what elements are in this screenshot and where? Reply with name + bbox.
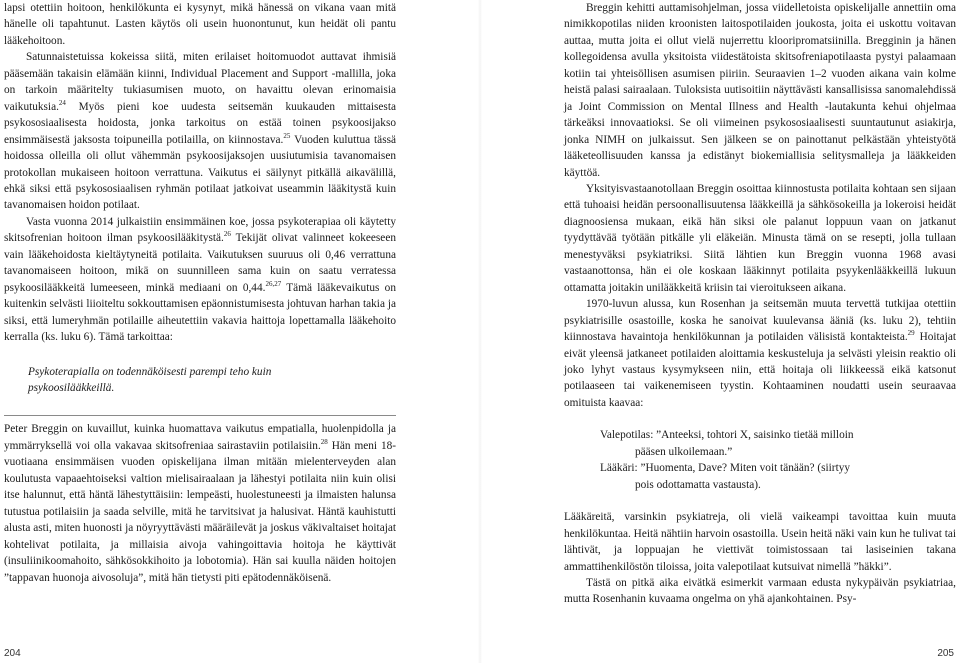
- paragraph-private-practice: Yksityisvastaanotollaan Breggin osoittaa kiinnostusta potilaita kohtaan sen sijaan että tuhoaisi heidän persoonallisuutensa lääkkeillä ja sähkösokeilla ja lokeroisi heidät diagnoosiensa mukaan, eikä hän siksi ole palanut loppuun vaan on jatkanut tyydyttävää työtään pitkälle yli eläkeiän. Minusta tämä on se resepti, jolla tullaan menestyväksi psykiatriksi. Siitä lähtien kun Breggin vuonna 1968 avasi vastaanottonsa, hän ei ole koskaan lääkinnyt potilaita psyykenlääkkeillä lukuun ottamatta joitakin unilääkkeitä kriisin tai vieroitukseen aikana.: [564, 182, 956, 294]
- footnote-ref-26[interactable]: 26: [223, 230, 231, 239]
- dialogue-line-2: pääsen ulkoilemaan.”: [635, 445, 733, 458]
- section-divider: [4, 415, 396, 416]
- page-number-left: 204: [4, 648, 21, 659]
- paragraph-continued: lapsi otettiin hoitoon, henkilökunta ei kysynyt, mikä hänessä on vikana vaan mitä hänelle oli tapahtunut. Lasten käytös oli usein huonontunut, kun heidät oli pantu lääkehoitoon.: [4, 2, 396, 47]
- paragraph-breggin: Peter Breggin on kuvaillut, kuinka huomattava vaikutus empatialla, huolenpidolla ja ymmärryksellä voi olla vakavaa skitsofreniaa sairastaviin potilaisiin.$^{28}$ Hän meni 18-vuotiaana ensimmäisen vuoden opiskelijana ilman mitään mielenterveyden alan koulutusta vapaaehtoiseksi valtion mielisairaalaan ja lähestyi potilaita niin kuin olisi itse halunnut, että häntä lähestyttäisiin: lempeästi, huolestuneesti ja ilmaisten halunsa tutustua potilaisiin ja saada selville, mitä he tarvitsivat ja halusivat. Häntä kauhistutti alusta asti, miten huonosti ja nöyryyttävästi määräilevät ja joskus väkivaltaiset hoitajat kohtelivat potilaita, ja millaisia aivoja vahingoittavia hoitoja he käyttivät (insuliinikoomahoito, sähkösokkihoito ja lobotomia). Hän sai kuulla näiden hoitojen ”tappavan huonoja aivosoluja”, mitä hän tietysti piti epätodennäköisenä.: [4, 423, 396, 584]
- dialogue-excerpt: [600, 427, 956, 493]
- footnote-ref-25[interactable]: 25: [283, 131, 291, 140]
- page-number-right: 205: [937, 648, 954, 659]
- highlighted-conclusion: [28, 364, 396, 397]
- dialogue-line-3: Lääkäri: ”Huomenta, Dave? Miten voit tänään? (siirtyy: [600, 462, 851, 475]
- footnote-ref-24[interactable]: 24: [58, 98, 66, 107]
- paragraph-breggin-program: Breggin kehitti auttamisohjelman, jossa viidelletoista opiskelijalle annettiin oma nimikkopotilas niiden kroonisten laitospotilaiden joukosta, joita ei uskottu voitavan auttaa, mutta joita ei ollut vielä nujerrettu klooripromatsiinilla. Bregginin ja hänen kollegoidensa avulla yksitoista viidestätoista skitsofreniapotilaasta pystyi palaamaan kotiin tai yhteisöllisen asumisen piiriin. Seuraavien 1–2 vuoden aikana vain kolme heistä palasi sairaalaan. Tuloksista uutisoitiin näyttävästi kansallisissa sanomalehdissä ja Joint Commission on Mental Illness and Health -lautakunta kehui ohjelmaa tärkeäksi innovaatioksi. Se oli viimeinen psykososiaalisesti suuntautunut asiakirja, jonka NIMH on julkaissut. Sen jälkeen se on painottanut pelkästään yhteistyötä lääketeollisuuden kanssa ja edistänyt biokemiallisia selitysmalleja ja lääkkeiden käyttöä.: [564, 2, 956, 179]
- footnote-ref-28[interactable]: 28: [320, 438, 328, 447]
- paragraph-psychotherapy-trial: Vasta vuonna 2014 julkaistiin ensimmäinen koe, jossa psykoterapiaa oli käytetty skitsofrenian hoitoon ilman psykoosilääkitystä.$^{26}$ Tekijät olivat valinneet kokeeseen vain lääkehoidosta kieltäytyneitä potilaita. Vaikutuksen suuruus oli 0,46 verrattuna tavanomaiseen hoitoon, mikä on suunnilleen sama kuin on saatu verratessa psykoosilääkkeitä lumeeseen, minkä mediaani on 0,44.$^{26,27}$ Tämä lääkevaikutus on kuitenkin selvästi liioiteltu sokkouttamisen epäonnistumisesta johtuvan harhan takia ja siksi, että lumeryhmän potilaille aiheutettiin vakavia haittoja lopettamalla lääkehoito kerralla (ks. luku 6). Tämä tarkoittaa:: [4, 215, 396, 344]
- dialogue-line-1: Valepotilas: ”Anteeksi, tohtori X, saisinko tietää milloin: [600, 429, 854, 442]
- right-page-text: [564, 0, 956, 608]
- paragraph-doctors: Lääkäreitä, varsinkin psykiatreja, oli vielä vaikeampi tavoittaa kuin muuta henkilökuntaa. Heitä nähtiin harvoin osastoilla. Usein heitä näki vain kun he tulivat tai lähtivät, ja loppuajan he viettivät toimistossaan tai lasiseinien takana ammattihenkilöstön tiloissa, joita valepotilaat kutsuivat nimellä ”häkki”.: [564, 511, 956, 573]
- footnote-ref-26-27[interactable]: 26,27: [265, 279, 282, 288]
- conclusion-line-2: psykoosilääkkeillä.: [28, 381, 115, 394]
- page-gutter: [478, 0, 482, 663]
- dialogue-line-4: pois odottamatta vastausta).: [635, 478, 761, 491]
- paragraph-randomized-trials: Satunnaistetuissa kokeissa siitä, miten erilaiset hoitomuodot auttavat ihmisiä pääsemään takaisin elämään kiinni, Individual Placement and Support -mallilla, joka on tarkoin määritelty tukiasumisen muoto, on havaittu olevan erinomaisia vaikutuksia.$^{24}$ Myös pieni koe uudesta seitsemän kuukauden mittaisesta psykososiaalisesta hoidosta, jonka tarkoitus on estää toinen psykoosijakso ensimmäisestä jaksosta toipuneilla potilailla, on kiinnostava.$^{25}$ Vuoden kuluttua tässä hoidossa olleilla oli ollut vähemmän psykoosijaksojen uusiutumisia tavanomaisen protokollan mukaiseen hoitoon verrattuna. Vaikutus ei säilynyt pitkällä aikavälillä, ehkä siksi että psykososiaalisen ryhmän potilaat jatkoivat useammin lääkitystä kuin tavanomaisen hoidon potilaat.: [4, 51, 396, 212]
- paragraph-closing: Tästä on pitkä aika eivätkä esimerkit varmaan edusta nykypäivän psykiatriaa, mutta Rosenhanin kuvaama ongelma on yhä ajankohtainen. Psy-: [564, 576, 956, 606]
- left-page-text: [4, 0, 396, 586]
- paragraph-rosenhan: 1970-luvun alussa, kun Rosenhan ja seitsemän muuta tervettä tutkijaa otettiin psykiatrisille osastoille, koska he sanoivat kuulevansa ääniä (ks. luku 2), tehtiin kiinnostava havaintoja henkilökunnan ja potilaiden välisistä kontakteista.$^{29}$ Hoitajat eivät yleensä jatkaneet potilaiden aloittamia keskusteluja ja selvästi yleisin reaktio oli joko lyhyt vastaus kysymykseen niin, että hoitaja oli liikkeessä eikä katsonut potilaaseen tai vaikenemiseen tyystin. Kohtaaminen noudatti usein seuraavaa omituista kaavaa:: [564, 298, 956, 409]
- footnote-ref-29[interactable]: 29: [907, 329, 915, 338]
- conclusion-line-1: Psykoterapialla on todennäköisesti parempi teho kuin: [28, 365, 272, 378]
